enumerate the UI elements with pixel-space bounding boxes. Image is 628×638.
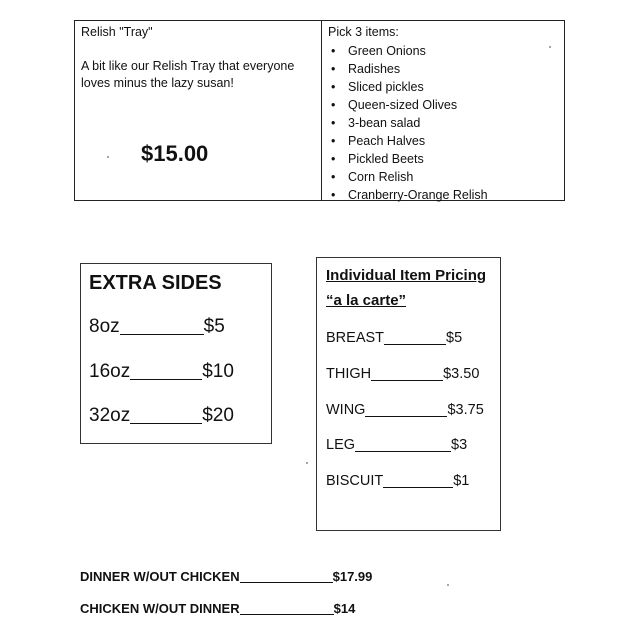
extra-sides-row <box>89 361 259 383</box>
relish-item: • Corn Relish <box>328 168 558 186</box>
scan-speck <box>306 462 308 464</box>
dinner-label: DINNER W/OUT CHICKEN <box>80 569 240 584</box>
dinner-price-row <box>80 569 372 584</box>
dinner-price-row <box>80 601 355 616</box>
side-size: 8oz <box>89 316 120 337</box>
leader-line <box>384 330 446 345</box>
side-size: 32oz <box>89 405 131 426</box>
pricing-price: $5 <box>446 330 463 346</box>
leader-line <box>130 361 202 380</box>
leader-line <box>240 569 333 583</box>
scan-speck <box>549 46 551 48</box>
pricing-subtitle: “a la carte” <box>326 292 407 309</box>
scan-speck <box>447 584 449 586</box>
relish-item: • Radishes <box>328 60 558 78</box>
relish-description: A bit like our Relish Tray that everyone loves minus the lazy susan! <box>81 59 295 90</box>
relish-price: $15.00 <box>141 141 209 166</box>
relish-item-list <box>328 42 558 204</box>
leader-line <box>383 473 453 488</box>
relish-title: Relish "Tray" <box>81 25 153 39</box>
relish-item: • Pickled Beets <box>328 150 558 168</box>
leader-line <box>371 366 443 381</box>
relish-pick-heading: Pick 3 items: <box>328 25 399 39</box>
pricing-row <box>326 330 462 346</box>
pricing-item: THIGH <box>326 366 372 382</box>
side-price: $10 <box>202 361 234 382</box>
relish-description-cell <box>75 21 322 200</box>
relish-item: • 3-bean salad <box>328 114 558 132</box>
relish-item: • Queen-sized Olives <box>328 96 558 114</box>
pricing-row <box>326 437 467 453</box>
extra-sides-row <box>89 316 259 338</box>
extra-sides-row <box>89 405 259 427</box>
dinner-price: $14 <box>333 601 356 616</box>
relish-item: • Sliced pickles <box>328 78 558 96</box>
pricing-title: Individual Item Pricing <box>326 267 487 284</box>
side-price: $5 <box>203 316 225 337</box>
leader-line <box>130 405 202 424</box>
side-size: 16oz <box>89 361 131 382</box>
leader-line <box>120 316 204 335</box>
relish-item: • Green Onions <box>328 42 558 60</box>
dinner-label: CHICKEN W/OUT DINNER <box>80 601 240 616</box>
pricing-price: $1 <box>453 473 470 489</box>
leader-line <box>240 601 334 615</box>
extra-sides-title: EXTRA SIDES <box>89 272 222 294</box>
pricing-item: WING <box>326 402 366 418</box>
pricing-item: BREAST <box>326 330 385 346</box>
pricing-item: LEG <box>326 437 356 453</box>
pricing-row <box>326 473 469 489</box>
side-price: $20 <box>202 405 234 426</box>
scan-speck <box>107 156 109 158</box>
extra-sides-box <box>80 263 272 444</box>
pricing-row <box>326 402 484 418</box>
relish-item: • Peach Halves <box>328 132 558 150</box>
relish-tray-table <box>74 20 565 201</box>
dinner-price: $17.99 <box>332 569 373 584</box>
pricing-price: $3 <box>451 437 468 453</box>
pricing-row <box>326 366 479 382</box>
pricing-price: $3.75 <box>447 402 484 418</box>
leader-line <box>355 437 451 452</box>
leader-line <box>365 402 447 417</box>
pricing-price: $3.50 <box>443 366 480 382</box>
pricing-item: BISCUIT <box>326 473 384 489</box>
individual-pricing-box <box>316 257 501 531</box>
relish-options-cell <box>322 21 564 200</box>
relish-item: • Cranberry-Orange Relish <box>328 186 558 204</box>
